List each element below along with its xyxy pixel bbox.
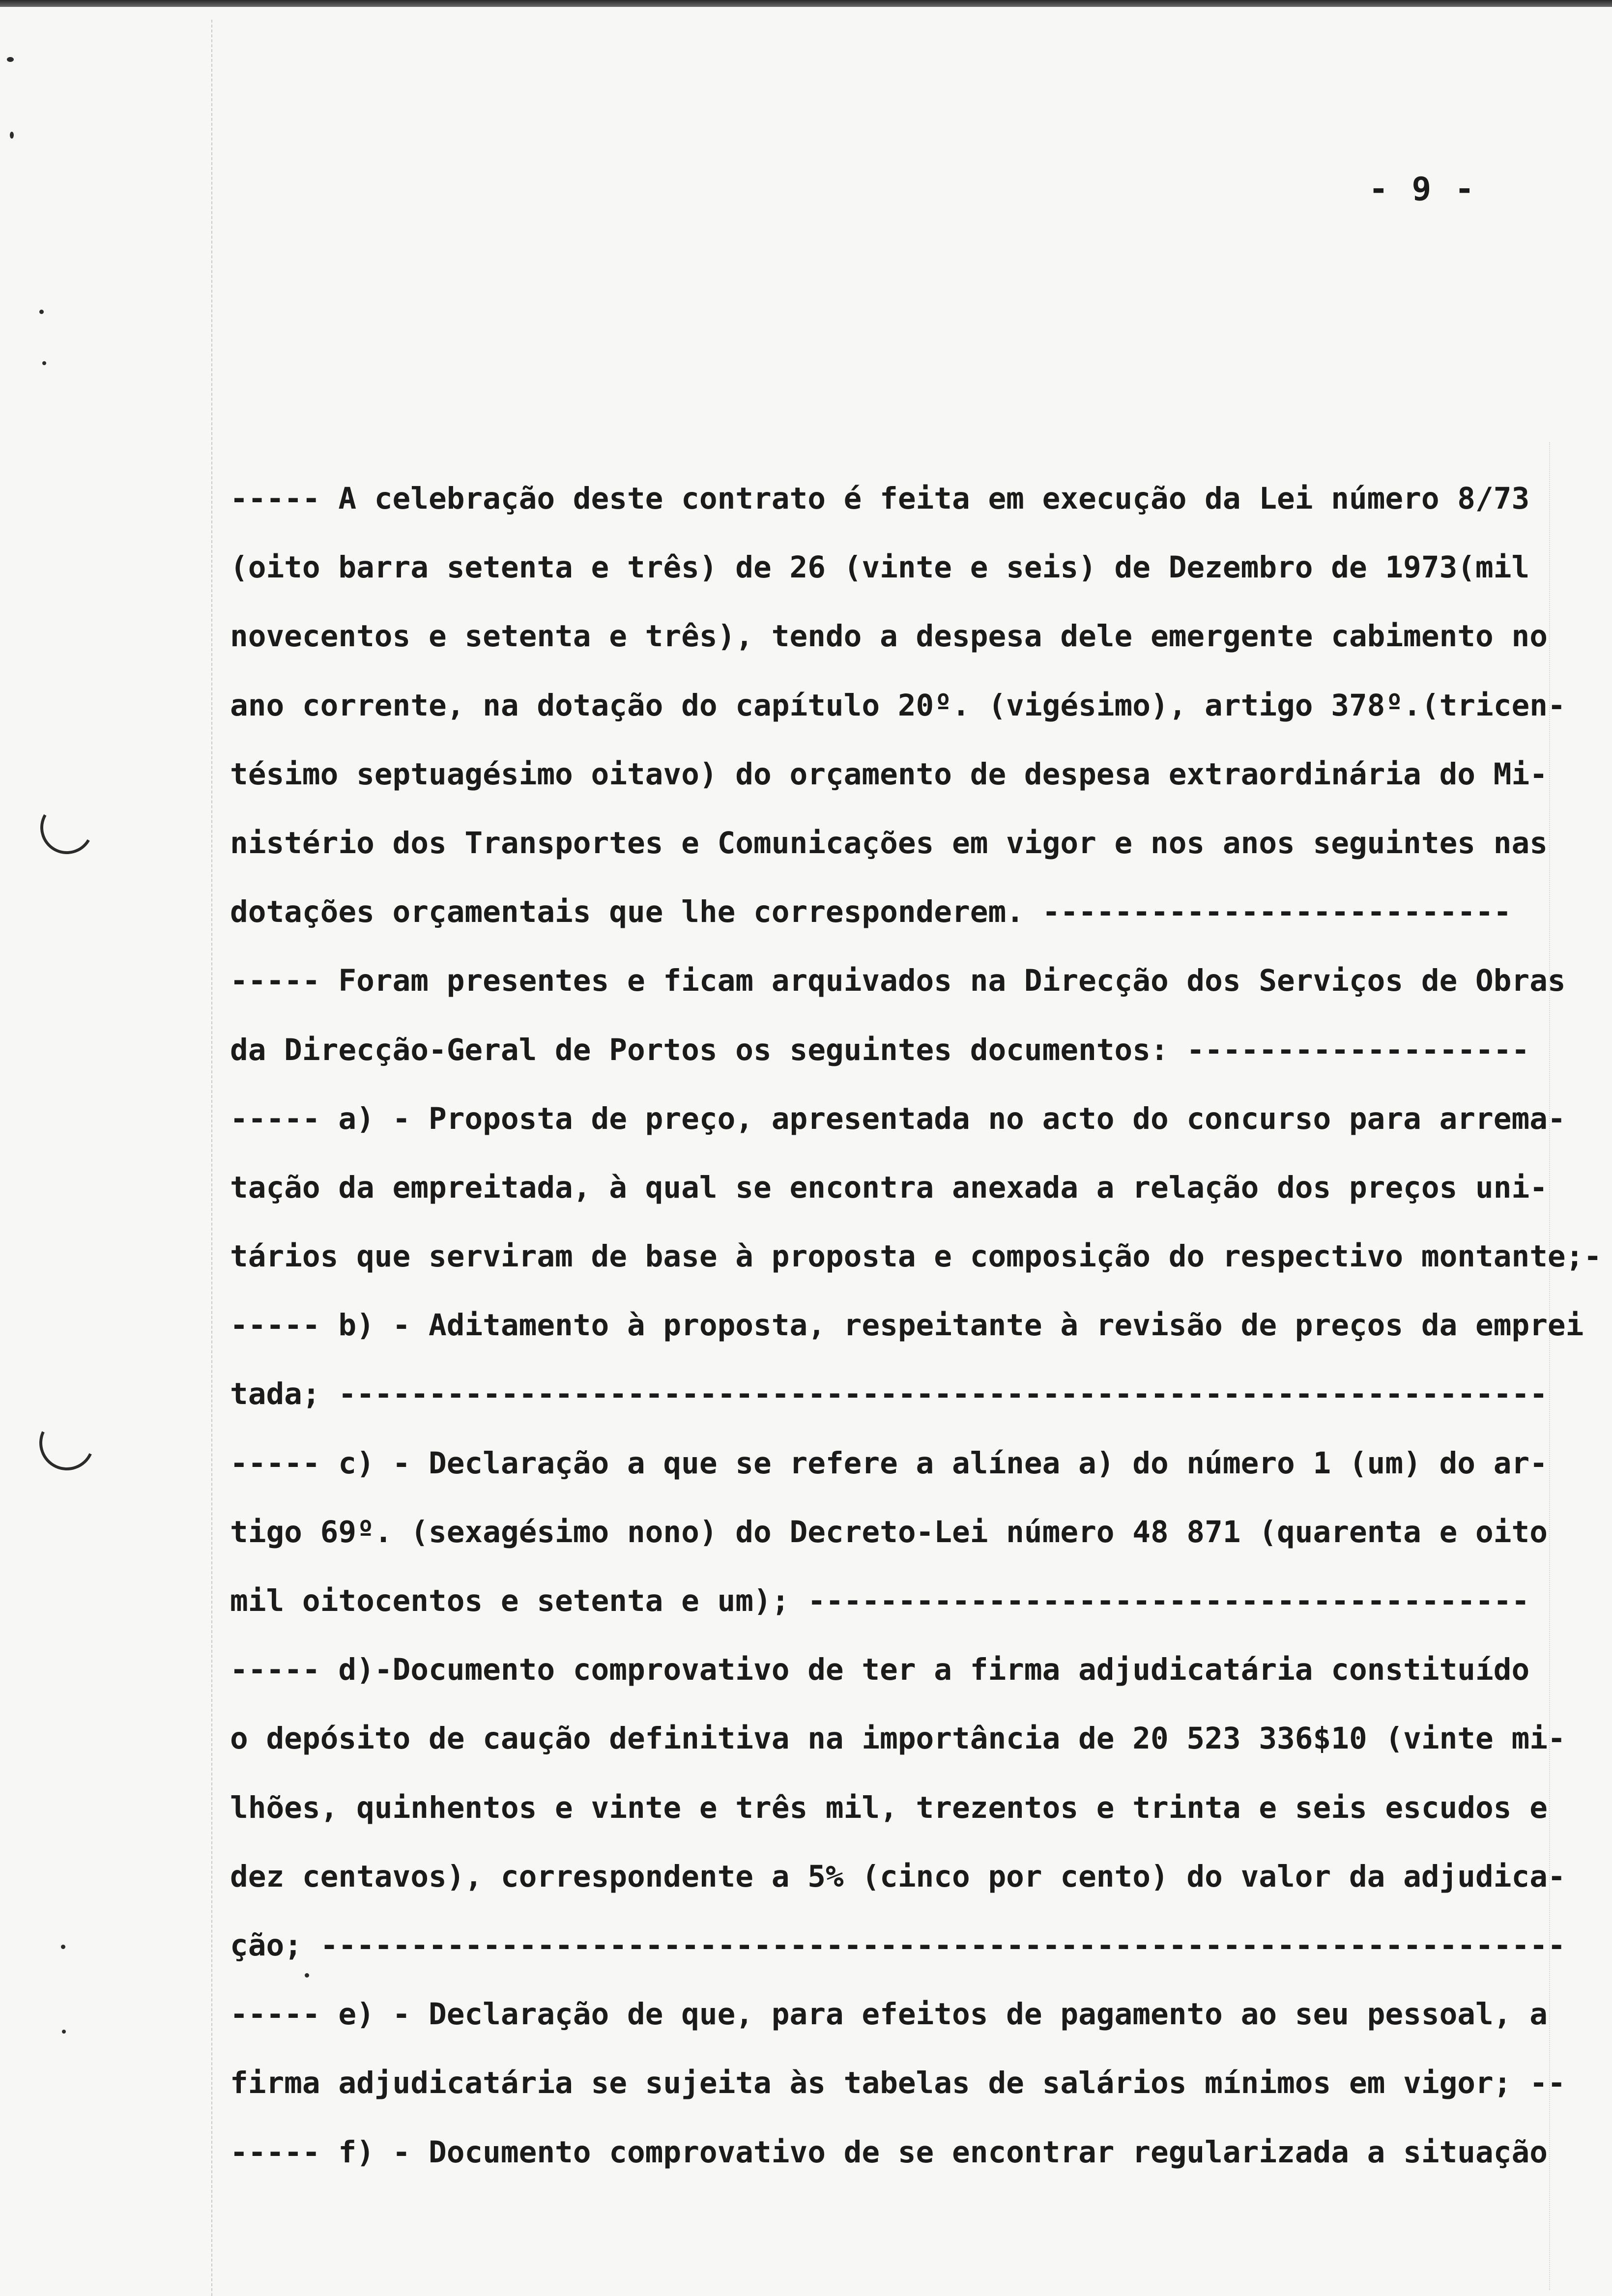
text-line: ----- a) - Proposta de preço, apresentada no acto do concurso para arrema- — [230, 1101, 1566, 1136]
text-line: tada; ------------------------------------------------------------------- — [230, 1377, 1548, 1412]
text-line: firma adjudicatária se sujeita às tabelas de salários mínimos em vigor; -- — [230, 2066, 1566, 2101]
text-line: mil oitocentos e setenta e um); ---------------------------------------- — [230, 1583, 1530, 1618]
text-line: dotações orçamentais que lhe corresponderem. -------------------------- — [230, 894, 1512, 930]
text-line: da Direcção-Geral de Portos os seguintes documentos: ------------------- — [230, 1032, 1530, 1067]
text-line: tários que serviram de base à proposta e composição do respectivo montante;- — [230, 1239, 1602, 1274]
page-number: - 9 - — [1369, 170, 1476, 208]
scan-speck — [61, 1945, 65, 1949]
text-line: ano corrente, na dotação do capítulo 20º. (vigésimo), artigo 378º.(tricen- — [230, 688, 1566, 723]
text-line: ----- c) - Declaração a que se refere a alínea a) do número 1 (um) do ar- — [230, 1445, 1548, 1481]
text-line: ----- f) - Documento comprovativo de se encontrar regularizada a situação — [230, 2134, 1548, 2170]
text-line: tésimo septuagésimo oitavo) do orçamento de despesa extraordinária do Mi- — [230, 756, 1548, 792]
text-line: ção; --------------------------------------------------------------------- — [230, 1927, 1566, 1963]
scan-speck — [7, 57, 14, 62]
text-line: dez centavos), correspondente a 5% (cinco por cento) do valor da adjudica- — [230, 1859, 1566, 1894]
binder-hole-mark — [31, 1407, 102, 1478]
text-line: (oito barra setenta e três) de 26 (vinte e seis) de Dezembro de 1973(mil — [230, 550, 1530, 585]
scan-speck — [39, 310, 44, 314]
text-line: tigo 69º. (sexagésimo nono) do Decreto-Lei número 48 871 (quarenta e oito — [230, 1514, 1548, 1550]
text-line: nistério dos Transportes e Comunicações em vigor e nos anos seguintes nas — [230, 825, 1548, 861]
text-line: ----- e) - Declaração de que, para efeitos de pagamento ao seu pessoal, a — [230, 1997, 1548, 2032]
scan-speck — [62, 2030, 66, 2034]
text-line: ----- d)-Documento comprovativo de ter a firma adjudicatária constituído — [230, 1652, 1530, 1688]
text-line: ----- A celebração deste contrato é feita em execução da Lei número 8/73 — [230, 481, 1530, 516]
text-line: novecentos e setenta e três), tendo a despesa dele emergente cabimento no — [230, 619, 1548, 654]
text-line: o depósito de caução definitiva na importância de 20 523 336$10 (vinte mi- — [230, 1721, 1566, 1756]
page-top-edge — [0, 0, 1612, 7]
scan-speck — [10, 132, 14, 139]
text-line: ----- b) - Aditamento à proposta, respeitante à revisão de preços da emprei — [230, 1308, 1584, 1343]
binder-hole-mark — [34, 795, 99, 860]
contract-text — [230, 464, 1602, 2187]
text-line: ----- Foram presentes e ficam arquivados na Direcção dos Serviços de Obras — [230, 963, 1566, 999]
text-line: tação da empreitada, à qual se encontra anexada a relação dos preços uni- — [230, 1170, 1548, 1205]
scan-speck — [42, 361, 46, 365]
text-line: lhões, quinhentos e vinte e três mil, trezentos e trinta e seis escudos e — [230, 1790, 1548, 1825]
left-margin-line — [211, 20, 212, 2296]
